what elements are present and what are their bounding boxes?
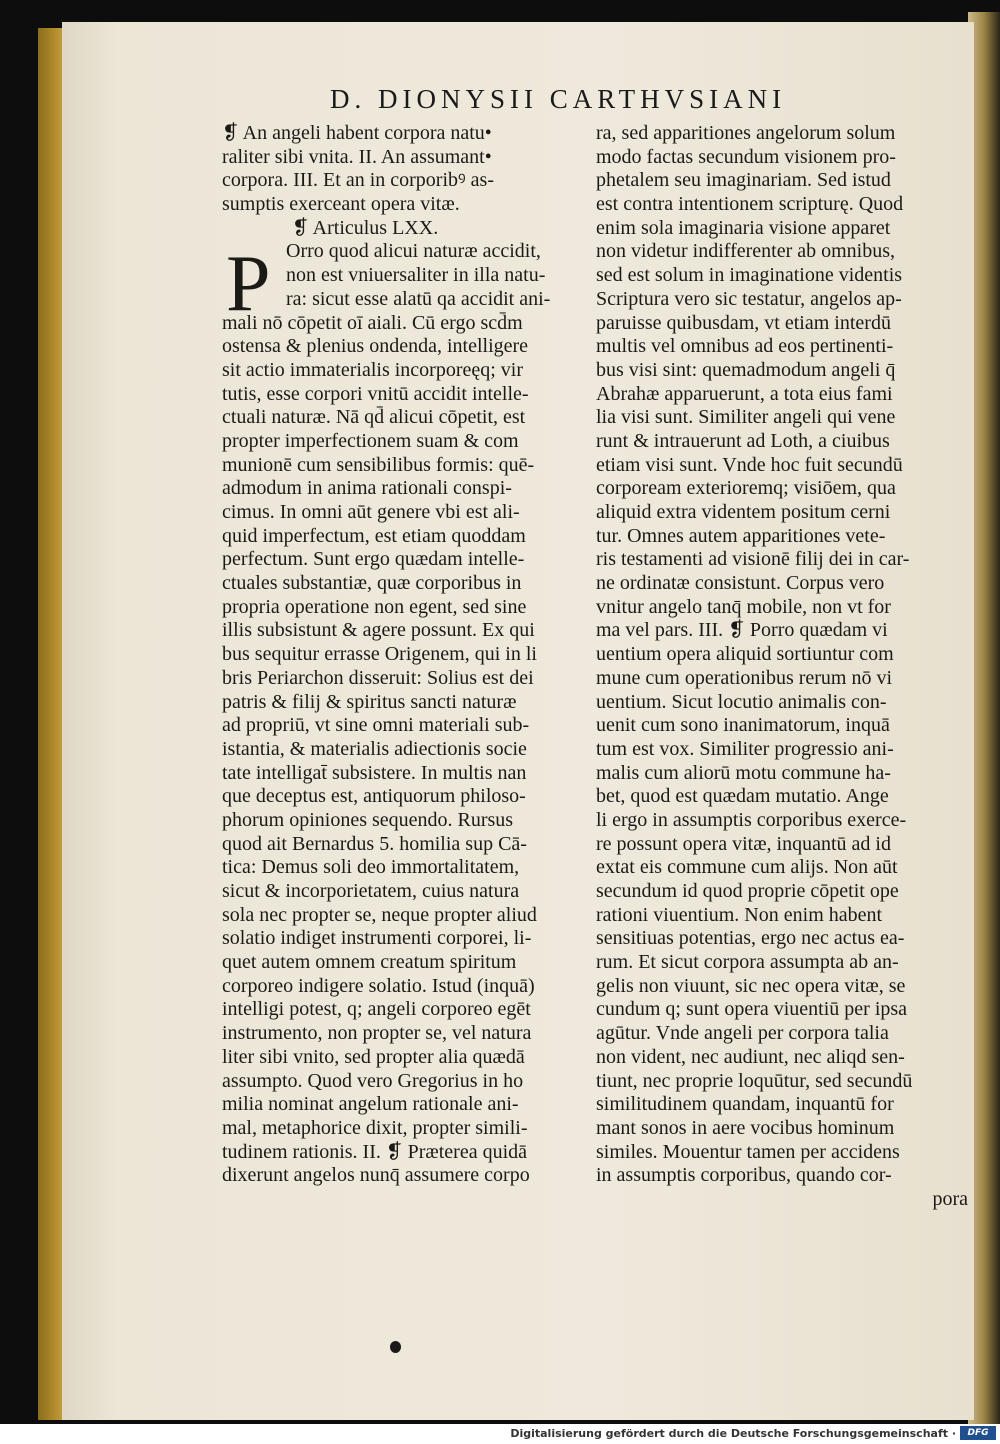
left-text-line: tutis, esse corpori vnitū accidit intelle- [222, 382, 529, 405]
right-text-line: ne ordinatæ consistunt. Corpus vero [596, 572, 885, 595]
right-text-line: similes. Mouentur tamen per accidens [596, 1140, 900, 1163]
left-text-line: propria operatione non egent, sed sine [222, 595, 527, 618]
left-text-line: corpora. III. Et an in corporibꝰ as- [222, 169, 494, 192]
left-text-line: ostensa & plenius ondenda, intelligere [222, 335, 529, 358]
left-text-line: bris Periarchon disseruit: Solius est dei [222, 666, 534, 689]
right-text-line: runt & intrauerunt ad Loth, a ciuibus [596, 429, 890, 452]
right-text-line: tum est vox. Similiter progressio ani- [596, 737, 894, 760]
left-text-line: tica: Demus soli deo immortalitatem, [222, 856, 520, 879]
right-text-line: corpoream exterioremq; visiōem, qua [596, 477, 896, 500]
right-text-column [596, 122, 968, 1212]
left-text-line: ctuales substantiæ, quæ corporibus in [222, 572, 522, 595]
left-text-line: quod ait Bernardus 5. homilia sup Cā- [222, 832, 527, 855]
left-text-line: solatio indiget instrumenti corporei, li- [222, 927, 532, 950]
left-text-line: raliter sibi vnita. II. An assumant• [222, 145, 492, 168]
right-text-line: multis vel omnibus ad eos pertinenti- [596, 335, 894, 358]
right-text-line: secundum id quod proprie cōpetit ope [596, 880, 899, 902]
left-text-line: quid imperfectum, est etiam quoddam [222, 524, 526, 547]
left-text-line: tudinem rationis. II. ❡ Præterea quidā [222, 1140, 528, 1163]
footer-credit: Digitalisierung gefördert durch die Deutsche Forschungsgemeinschaft · [510, 1427, 956, 1440]
right-text-line: non videtur indifferenter ab omnibus, [596, 240, 896, 263]
right-text-line: non vident, nec audiunt, nec aliqd sen- [596, 1045, 905, 1068]
right-text-line: malis cum aliorū motu commune ha- [596, 761, 891, 784]
drop-cap: P [226, 240, 271, 328]
left-text-line: ❡ An angeli habent corpora natu• [222, 122, 492, 144]
left-text-line: instrumento, non propter se, vel natura [222, 1022, 532, 1045]
right-text-line: re possunt opera vitæ, inquantū ad id [596, 832, 891, 855]
right-text-line: cundum q; sunt opera viuentiū per ipsa [596, 998, 908, 1021]
left-text-line: ra: sicut esse alatū qa accidit ani- [286, 287, 551, 310]
left-text-column [222, 122, 582, 1188]
right-text-line: tiunt, nec proprie loquūtur, sed secundū [596, 1069, 913, 1092]
left-text-line: sumptis exerceant opera vitæ. [222, 193, 460, 216]
left-text-line: ❡ Articulus LXX. [292, 216, 439, 239]
right-text-line: Scriptura vero sic testatur, angelos ap- [596, 287, 902, 310]
right-text-line: bet, quod est quædam mutatio. Ange [596, 785, 889, 808]
right-text-line: ra, sed apparitiones angelorum solum [596, 122, 896, 144]
left-text-line: mali nō cōpetit oī aiali. Cū ergo scd̄m [222, 311, 523, 334]
right-text-line: ma vel pars. III. ❡ Porro quædam vi [596, 619, 888, 642]
right-text-line: gelis non viuunt, sic nec opera vitæ, se [596, 974, 906, 997]
page-ornament-dot [390, 1341, 401, 1353]
left-text-line: intelligi potest, q; angeli corporeo egēt [222, 998, 531, 1021]
left-text-line: illis subsistunt & agere possunt. Ex qui [222, 619, 535, 642]
right-text-line: rum. Et sicut corpora assumpta ab an- [596, 951, 899, 974]
left-text-line: assumpto. Quod vero Gregorius in ho [222, 1069, 524, 1092]
right-text-line: modo factas secundum visionem pro- [596, 145, 896, 168]
right-text-line: phetalem seu imaginariam. Sed istud [596, 169, 891, 192]
right-text-line: in assumptis corporibus, quando cor- [596, 1164, 892, 1187]
right-text-line: mant sonos in aere vocibus hominum [596, 1116, 895, 1139]
right-text-line: ris testamenti ad visionē filij dei in car- [596, 548, 910, 571]
left-text-line: mal, metaphorice dixit, propter simili- [222, 1116, 528, 1139]
left-text-line: bus sequitur errasse Origenem, qui in li [222, 643, 537, 666]
right-text-line: etiam visi sunt. Vnde hoc fuit secundū [596, 453, 903, 476]
right-text-line: tur. Omnes autem apparitiones vete- [596, 524, 886, 547]
dfg-logo: DFG [960, 1426, 996, 1440]
left-text-line: milia nominat angelum rationale ani- [222, 1093, 519, 1116]
left-text-line: non est vniuersaliter in illa natu- [286, 264, 546, 287]
right-text-line: uenit cum sono inanimatorum, inquā [596, 714, 890, 737]
left-text-line: ad propriū, vt sine omni materiali sub- [222, 714, 530, 737]
left-text-line: perfectum. Sunt ergo quædam intelle- [222, 548, 525, 571]
right-text-line: pora [932, 1187, 968, 1210]
right-text-line: li ergo in assumptis corporibus exerce- [596, 808, 907, 831]
right-text-line: vnitur angelo tanq̄ mobile, non vt for [596, 595, 891, 618]
left-text-line: propter imperfectionem suam & com [222, 429, 519, 452]
right-text-line: enim sola imaginaria visione apparet [596, 216, 891, 239]
right-text-line: similitudinem quandam, inquantū for [596, 1093, 894, 1116]
right-text-line: bus visi sint: quemadmodum angeli q̄ [596, 358, 896, 381]
right-text-line: lia visi sunt. Similiter angeli qui vene [596, 406, 896, 429]
left-text-line: istantia, & materialis adiectionis socie [222, 737, 527, 760]
left-text-line: corporeo indigere solatio. Istud (inquā) [222, 974, 535, 997]
left-text-line: liter sibi vnito, sed propter alia quædā [222, 1045, 525, 1068]
left-text-line: munionē cum sensibilibus formis: quē- [222, 453, 535, 476]
left-text-line: sicut & incorporietatem, cuius natura [222, 880, 520, 902]
left-text-line: admodum in anima rationali conspi- [222, 477, 512, 500]
left-text-line: Orro quod alicui naturæ accidit, [286, 240, 541, 263]
left-text-line: sola nec propter se, neque propter aliud [222, 903, 537, 926]
right-text-line: rationi viuentium. Non enim habent [596, 903, 883, 926]
left-text-line: phorum opiniones sequendo. Rursus [222, 808, 514, 831]
left-text-line: que deceptus est, antiquorum philoso- [222, 785, 526, 808]
right-text-line: Abrahæ apparuerunt, a tota eius fami [596, 382, 893, 405]
right-text-line: aliquid extra videntem positum cerni [596, 501, 891, 523]
right-text-line: uentium opera aliquid sortiuntur com [596, 643, 894, 666]
left-text-line: quet autem omnem creatum spiritum [222, 951, 517, 974]
left-text-line: sit actio immaterialis incorporeęq; vir [222, 358, 524, 381]
right-text-line: est contra intentionem scripturę. Quod [596, 193, 904, 216]
running-head: D. DIONYSII CARTHVSIANI [330, 84, 787, 114]
right-text-line: agūtur. Vnde angeli per corpora talia [596, 1022, 889, 1045]
right-text-line: uentium. Sicut locutio animalis con- [596, 690, 887, 713]
left-text-line: dixerunt angelos nunq̄ assumere corpo [222, 1164, 530, 1187]
left-text-line: patris & filij & spiritus sancti naturæ [222, 690, 517, 713]
right-text-line: extat eis commune cum alijs. Non aūt [596, 856, 898, 879]
right-text-line: paruisse quibusdam, vt etiam interdū [596, 311, 891, 334]
left-text-line: ctuali naturæ. Nā qd̄ alicui cōpetit, est [222, 406, 526, 429]
right-text-line: sed est solum in imaginatione videntis [596, 264, 903, 287]
left-text-line: cimus. In omni aūt genere vbi est ali- [222, 501, 520, 523]
right-text-line: mune cum operationibus rerum nō vi [596, 666, 893, 689]
right-text-line: sensitiuas potentias, ergo nec actus ea- [596, 927, 905, 950]
left-text-line: tate intelligat̄ subsistere. In multis nan [222, 761, 527, 784]
